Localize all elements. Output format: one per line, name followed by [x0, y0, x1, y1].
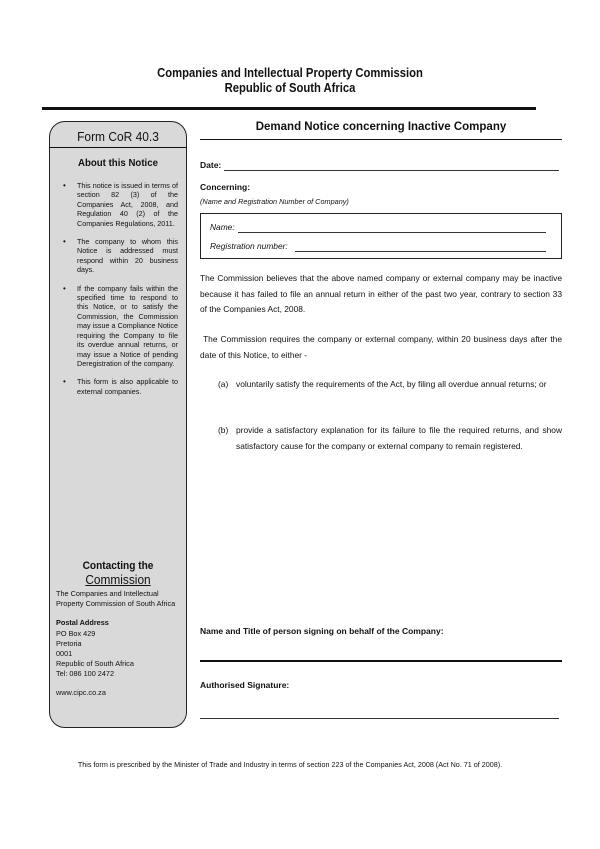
- about-item: • This notice is issued in terms of section 82 (3) of the Companies Act, 2008, and Regulation 40 (2) of the Companies Regulations, 2011.: [56, 181, 178, 228]
- registration-label: Registration number:: [210, 241, 288, 251]
- concerning-label: Concerning:: [200, 182, 251, 192]
- postal-line: 0001: [56, 649, 73, 658]
- header-rule: [42, 107, 536, 110]
- item-a-text: voluntarily satisfy the requirements of the Act, by filing all overdue annual returns; or: [236, 379, 547, 389]
- about-list: [56, 181, 178, 405]
- signer-field[interactable]: [200, 660, 562, 662]
- name-label: Name:: [210, 222, 235, 232]
- company-details-box: [200, 213, 562, 259]
- notice-title: Demand Notice concerning Inactive Company: [255, 121, 507, 133]
- header-subtitle: Republic of South Africa: [224, 81, 356, 95]
- date-label: Date:: [200, 160, 222, 170]
- item-b-label: (b): [218, 425, 229, 435]
- phone-line: Tel: 086 100 2472: [56, 669, 115, 678]
- signer-label: Name and Title of person signing on behalf of the Company:: [200, 626, 444, 636]
- item-b-text: provide a satisfactory explanation for its failure to file the required returns, and show satisfactory cause for the company or external company to remain registered.: [236, 425, 562, 451]
- website-link[interactable]: www.cipc.co.za: [56, 688, 106, 697]
- about-heading: About this Notice: [78, 157, 158, 169]
- paragraph-requirement: The Commission requires the company or external company, within 20 business days after the date of this Notice, to either -: [200, 334, 565, 360]
- registration-number-field[interactable]: [295, 251, 546, 252]
- footer-note: This form is prescribed by the Minister of Trade and Industry in terms of section 223 of the Companies Act, 2008 (Act No. 71 of 2008).: [77, 760, 503, 769]
- item-a-label: (a): [218, 379, 229, 389]
- header-title: Companies and Intellectual Property Commission: [157, 66, 423, 80]
- form-number: Form CoR 40.3: [77, 129, 159, 144]
- contact-heading: Contacting the: [82, 560, 154, 572]
- signature-label: Authorised Signature:: [200, 680, 290, 690]
- company-name-field[interactable]: [238, 232, 546, 233]
- signature-field[interactable]: [200, 718, 559, 719]
- postal-line: Republic of South Africa: [56, 659, 134, 668]
- title-rule: [200, 139, 562, 140]
- concerning-hint: (Name and Registration Number of Company): [200, 197, 349, 206]
- about-item: • If the company fails within the specified time to respond to this Notice, or to satisfy the Commission, the Commission may issue a Compliance Notice requiring the Company to file its overdue annual returns, or may issue a Notice of pending Deregistration of the company.: [56, 284, 178, 369]
- about-item: • This form is also applicable to external companies.: [56, 377, 178, 396]
- date-field[interactable]: [224, 170, 559, 171]
- postal-line: Pretoria: [56, 639, 82, 648]
- postal-line: PO Box 429: [56, 629, 96, 638]
- contact-org-line: Property Commission of South Africa: [56, 599, 176, 608]
- contact-org-line: The Companies and Intellectual: [56, 589, 159, 598]
- sidebar-divider: [49, 147, 187, 148]
- about-item: • The company to whom this Notice is addressed must respond within 20 business days.: [56, 237, 178, 275]
- postal-heading: Postal Address: [56, 618, 109, 627]
- paragraph-inactive: The Commission believes that the above named company or external company may be inactive because it has failed to file an annual return in either of the past two year, contrary to section 33 of the Companies Act, 2008.: [200, 273, 562, 314]
- contact-heading-commission: Commission: [85, 573, 151, 587]
